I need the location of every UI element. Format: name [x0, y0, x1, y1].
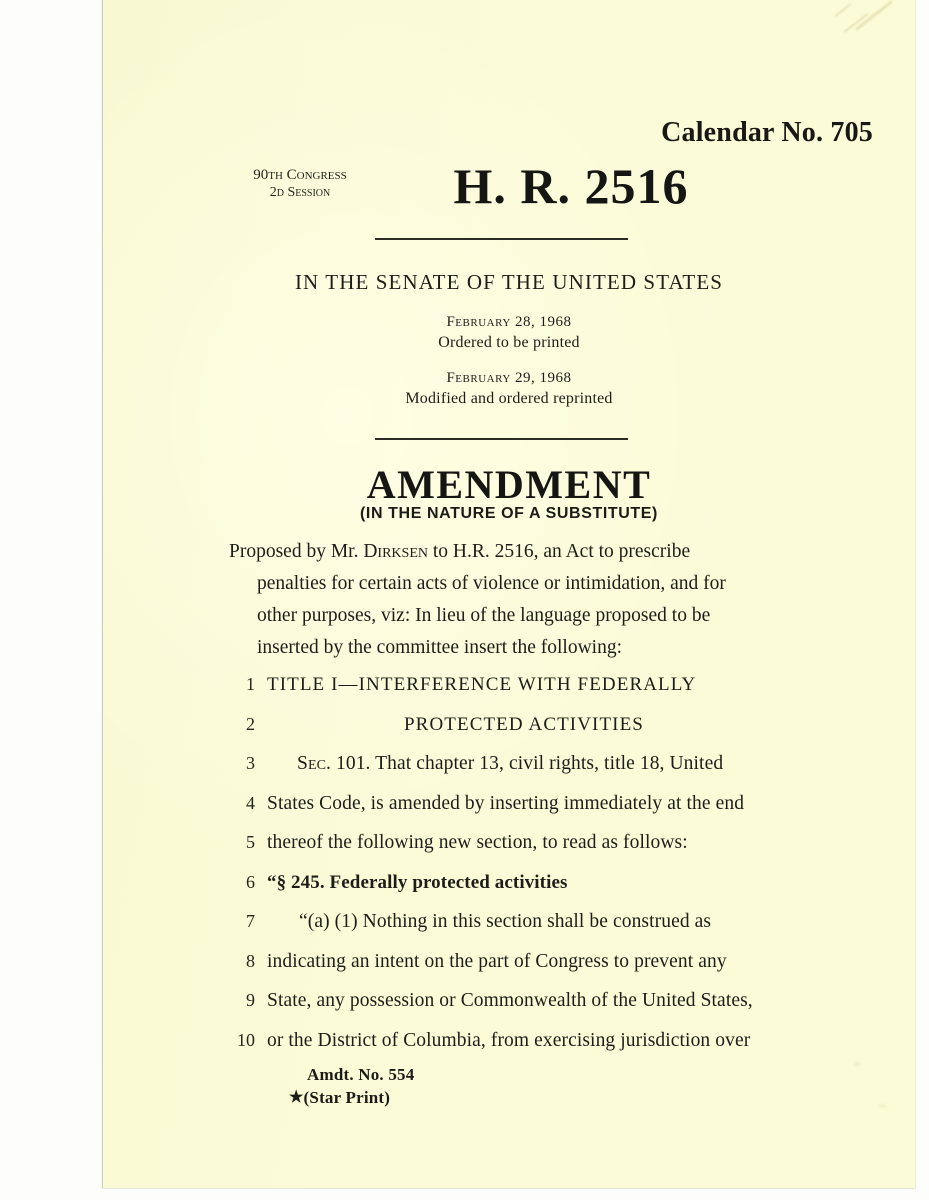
- numbered-line-row: [229, 863, 789, 903]
- line-number: 5: [246, 832, 255, 852]
- line-text: thereof the following new section, to read as follows:: [267, 832, 688, 853]
- line-number: 10: [237, 1029, 255, 1050]
- numbered-line-row: [229, 705, 789, 745]
- numbered-line-row: [229, 665, 789, 705]
- numbered-line-row: [229, 823, 789, 863]
- preamble-line: other purposes, viz: In lieu of the language proposed to be: [257, 605, 711, 626]
- section-label: Sec.: [297, 753, 332, 774]
- horizontal-rule-top: [375, 238, 628, 240]
- numbered-line-row: [229, 1021, 789, 1061]
- numbered-line-list: [229, 665, 789, 1060]
- amendment-number: Amdt. No. 554: [307, 1065, 415, 1084]
- date-entry-second: [103, 368, 915, 410]
- line-number: 6: [246, 871, 255, 892]
- document-content: [103, 0, 915, 1188]
- numbered-line-row: [229, 902, 789, 942]
- congress-number: 90th Congress: [253, 167, 347, 183]
- numbered-line-row: [229, 942, 789, 982]
- date-entry-first: [103, 312, 915, 354]
- line-text: indicating an intent on the part of Congress to prevent any: [267, 950, 727, 972]
- numbered-line-row: [229, 981, 789, 1021]
- line-text: States Code, is amended by inserting immediately at the end: [267, 792, 745, 814]
- line-number: 1: [246, 674, 255, 694]
- chamber-line: IN THE SENATE OF THE UNITED STATES: [294, 270, 724, 294]
- line-text: Sec. 101. That chapter 13, civil rights, title 18, United: [297, 753, 724, 774]
- line-text: TITLE I—INTERFERENCE WITH FEDERALLY: [267, 674, 697, 695]
- line-number: 2: [246, 713, 255, 734]
- preamble-line: inserted by the committee insert the following:: [257, 637, 622, 658]
- preamble-paragraph: [229, 536, 777, 664]
- page-subtitle: (IN THE NATURE OF A SUBSTITUTE): [360, 505, 658, 522]
- line-number: 7: [246, 911, 255, 931]
- preamble-line: Proposed by Mr. Dirksen to H.R. 2516, an Act to prescribe: [229, 541, 691, 562]
- page-title: AMENDMENT: [366, 462, 652, 507]
- line-number: 3: [246, 753, 255, 773]
- line-text: “(a) (1) Nothing in this section shall be construed as: [299, 911, 712, 932]
- line-text: or the District of Columbia, from exercising jurisdiction over: [267, 1029, 751, 1051]
- line-number: 9: [246, 990, 255, 1010]
- session-number: 2d Session: [269, 185, 331, 200]
- date-note: Modified and ordered reprinted: [405, 390, 613, 407]
- line-text: PROTECTED ACTIVITIES: [404, 713, 644, 735]
- horizontal-rule-middle: [375, 438, 628, 440]
- line-number: 8: [246, 950, 255, 971]
- numbered-line-row: [229, 744, 789, 784]
- line-number: 4: [246, 792, 255, 813]
- date-note: Ordered to be printed: [438, 334, 580, 351]
- sponsor-name: Dirksen: [363, 541, 428, 562]
- calendar-number: Calendar No. 705: [661, 117, 873, 148]
- line-text: State, any possession or Commonwealth of the United States,: [267, 990, 753, 1011]
- numbered-line-row: [229, 784, 789, 824]
- date-text: February 28, 1968: [446, 314, 572, 330]
- congress-session-block: [229, 167, 371, 201]
- star-print-label: (Star Print): [303, 1088, 391, 1107]
- bill-number: H. R. 2516: [453, 158, 689, 214]
- line-text: “§ 245. Federally protected activities: [267, 871, 568, 893]
- star-icon: ★: [289, 1089, 304, 1106]
- date-text: February 29, 1968: [446, 370, 572, 386]
- star-print-note: [289, 1086, 414, 1110]
- footer-block: [289, 1063, 414, 1110]
- preamble-line: penalties for certain acts of violence or intimidation, and for: [257, 573, 726, 594]
